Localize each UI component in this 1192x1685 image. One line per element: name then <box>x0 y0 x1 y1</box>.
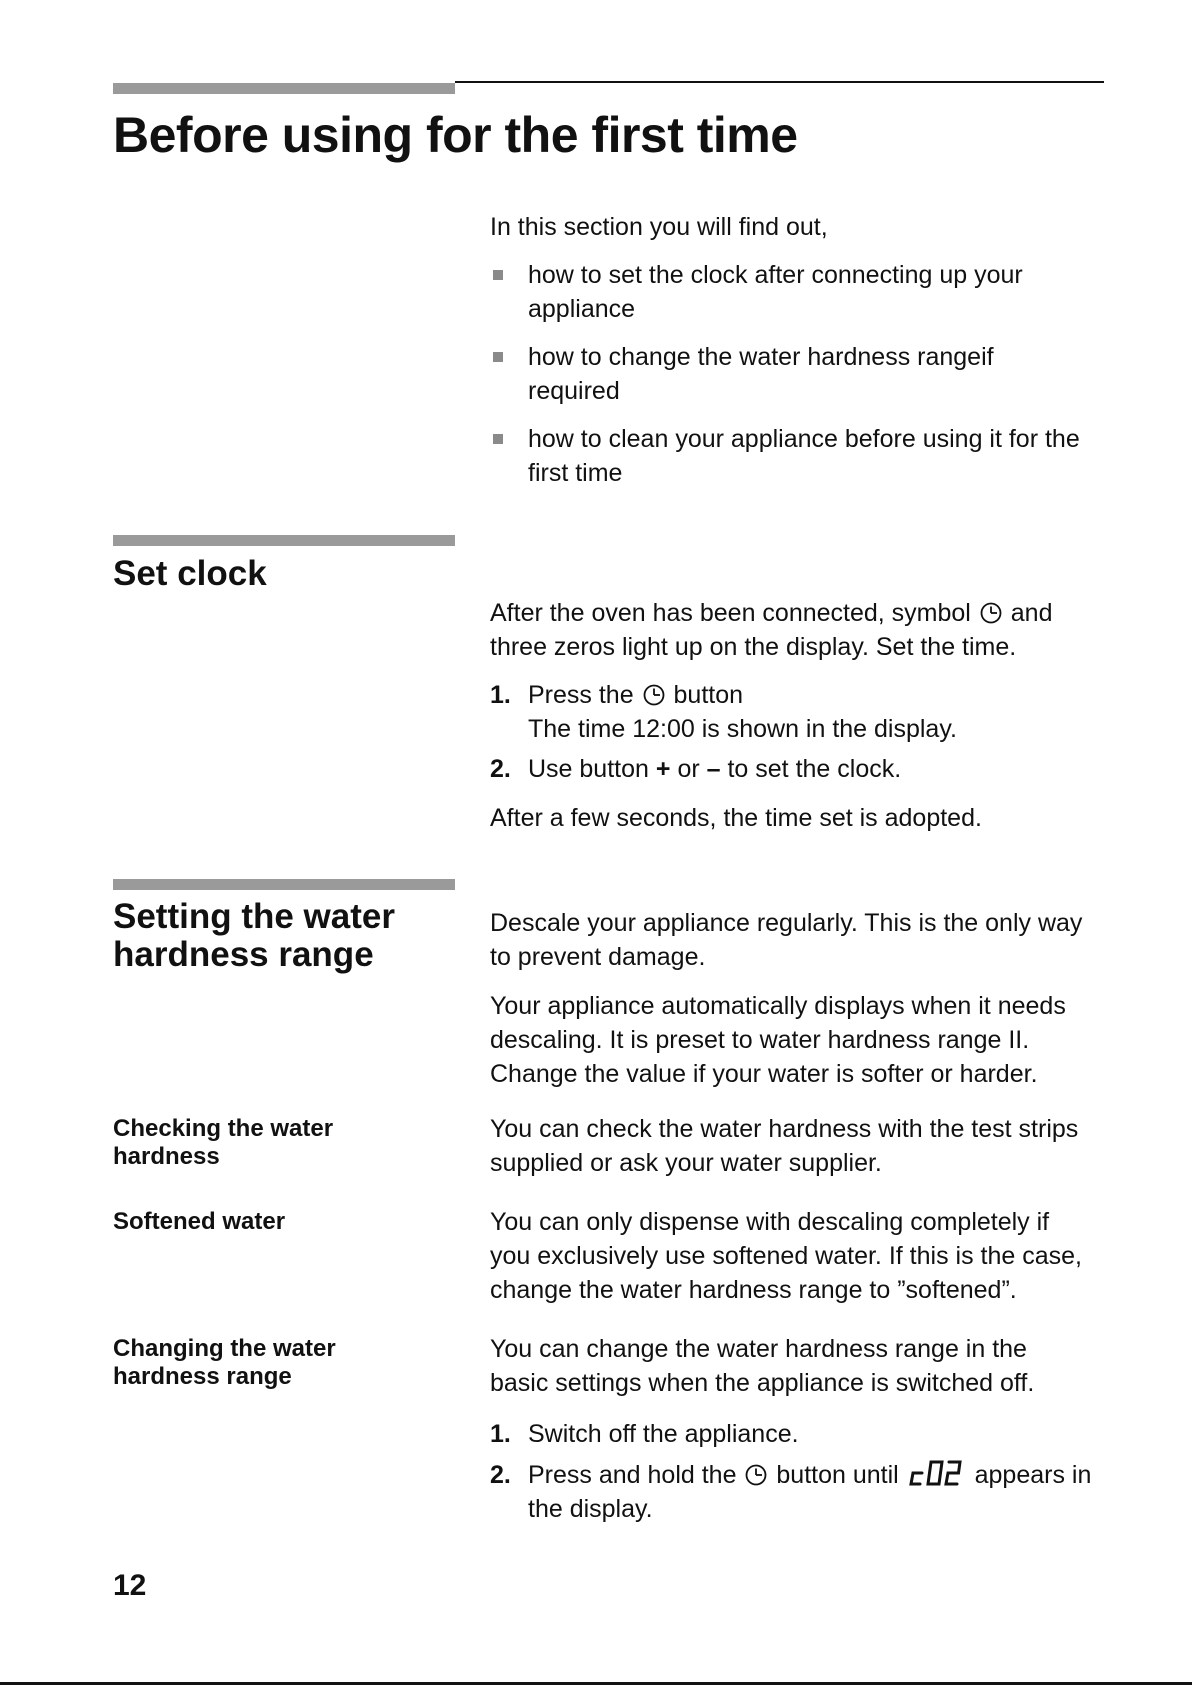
softened-text <box>490 1205 1110 1307</box>
bullet-line: how to set the clock after connecting up your <box>528 261 1023 289</box>
step-number: 1. <box>490 1420 511 1448</box>
intro-bullet-2 <box>528 340 1108 408</box>
text-line: You can change the water hardness range in the <box>490 1335 1027 1363</box>
heading-line: Setting the water <box>113 897 395 936</box>
plus-symbol: + <box>655 755 671 783</box>
text-line: to prevent damage. <box>490 943 706 971</box>
text-span: Use button <box>528 755 649 783</box>
water-paragraph-1 <box>490 906 1110 974</box>
bullet-line: first time <box>528 459 623 487</box>
bullet-line: appliance <box>528 295 636 323</box>
bullet-line: required <box>528 377 620 405</box>
intro-lead: In this section you will find out, <box>490 213 828 241</box>
text-span: button until <box>776 1461 899 1489</box>
clock-icon <box>980 602 1002 624</box>
clock-icon <box>745 1464 767 1486</box>
checking-heading <box>113 1115 453 1171</box>
intro-bullet-3 <box>528 422 1108 490</box>
text-span: Press and hold the <box>528 1461 737 1489</box>
heading-line: hardness range <box>113 1363 292 1390</box>
set-clock-step-2 <box>528 752 1108 786</box>
section-accent-bar <box>113 535 455 546</box>
bullet-line: how to change the water hardness rangeif <box>528 343 994 371</box>
page-title: Before using for the first time <box>113 107 798 163</box>
text-line: supplied or ask your water supplier. <box>490 1149 882 1177</box>
step-number: 1. <box>490 681 511 709</box>
changing-text <box>490 1332 1110 1400</box>
minus-symbol: – <box>706 755 721 783</box>
set-clock-step-1 <box>528 678 1108 746</box>
set-clock-heading: Set clock <box>113 554 267 593</box>
text-line: the display. <box>528 1495 653 1523</box>
text-line: Your appliance automatically displays when it needs <box>490 992 1066 1020</box>
text-span: After the oven has been connected, symbol <box>490 599 971 627</box>
water-hardness-heading <box>113 898 453 974</box>
text-line: The time 12:00 is shown in the display. <box>528 715 957 743</box>
text-line: descaling. It is preset to water hardness range II. <box>490 1026 1030 1054</box>
page-number: 12 <box>113 1569 147 1602</box>
changing-heading <box>113 1335 453 1391</box>
set-clock-note: After a few seconds, the time set is adopted. <box>490 804 982 832</box>
text-span: button <box>673 681 744 709</box>
text-line: change the water hardness range to ”softened”. <box>490 1276 1017 1304</box>
text-span: Press the <box>528 681 634 709</box>
water-step-1: Switch off the appliance. <box>528 1420 799 1448</box>
text-span: or <box>677 755 700 783</box>
section-accent-bar <box>113 879 455 890</box>
clock-icon <box>643 684 665 706</box>
text-span: to set the clock. <box>727 755 902 783</box>
intro-bullet-1 <box>528 258 1108 326</box>
heading-line: Changing the water <box>113 1335 336 1362</box>
heading-line: Checking the water <box>113 1115 334 1142</box>
bullet-marker <box>493 270 503 280</box>
heading-line: hardness <box>113 1143 220 1170</box>
bullet-line: how to clean your appliance before using it for the <box>528 425 1080 453</box>
step-number: 2. <box>490 755 511 783</box>
water-paragraph-2 <box>490 989 1110 1091</box>
softened-heading: Softened water <box>113 1208 286 1235</box>
title-accent-bar <box>113 83 455 94</box>
checking-text <box>490 1112 1110 1180</box>
text-line: You can check the water hardness with the test strips <box>490 1115 1079 1143</box>
text-line: you exclusively use softened water. If this is the case, <box>490 1242 1082 1270</box>
segment-display-c02-icon <box>908 1459 966 1487</box>
text-line: You can only dispense with descaling completely if <box>490 1208 1050 1236</box>
heading-line: hardness range <box>113 935 374 974</box>
text-line: basic settings when the appliance is switched off. <box>490 1369 1035 1397</box>
text-span: appears in <box>974 1461 1092 1489</box>
text-span: and <box>1010 599 1053 627</box>
step-number: 2. <box>490 1461 511 1489</box>
text-line: Descale your appliance regularly. This is the only way <box>490 909 1083 937</box>
text-line: three zeros light up on the display. Set the time. <box>490 633 1017 661</box>
water-step-2 <box>528 1458 1108 1526</box>
bullet-marker <box>493 352 503 362</box>
title-rule <box>455 81 1104 83</box>
set-clock-paragraph <box>490 596 1110 664</box>
text-line: Change the value if your water is softer or harder. <box>490 1060 1038 1088</box>
bullet-marker <box>493 434 503 444</box>
